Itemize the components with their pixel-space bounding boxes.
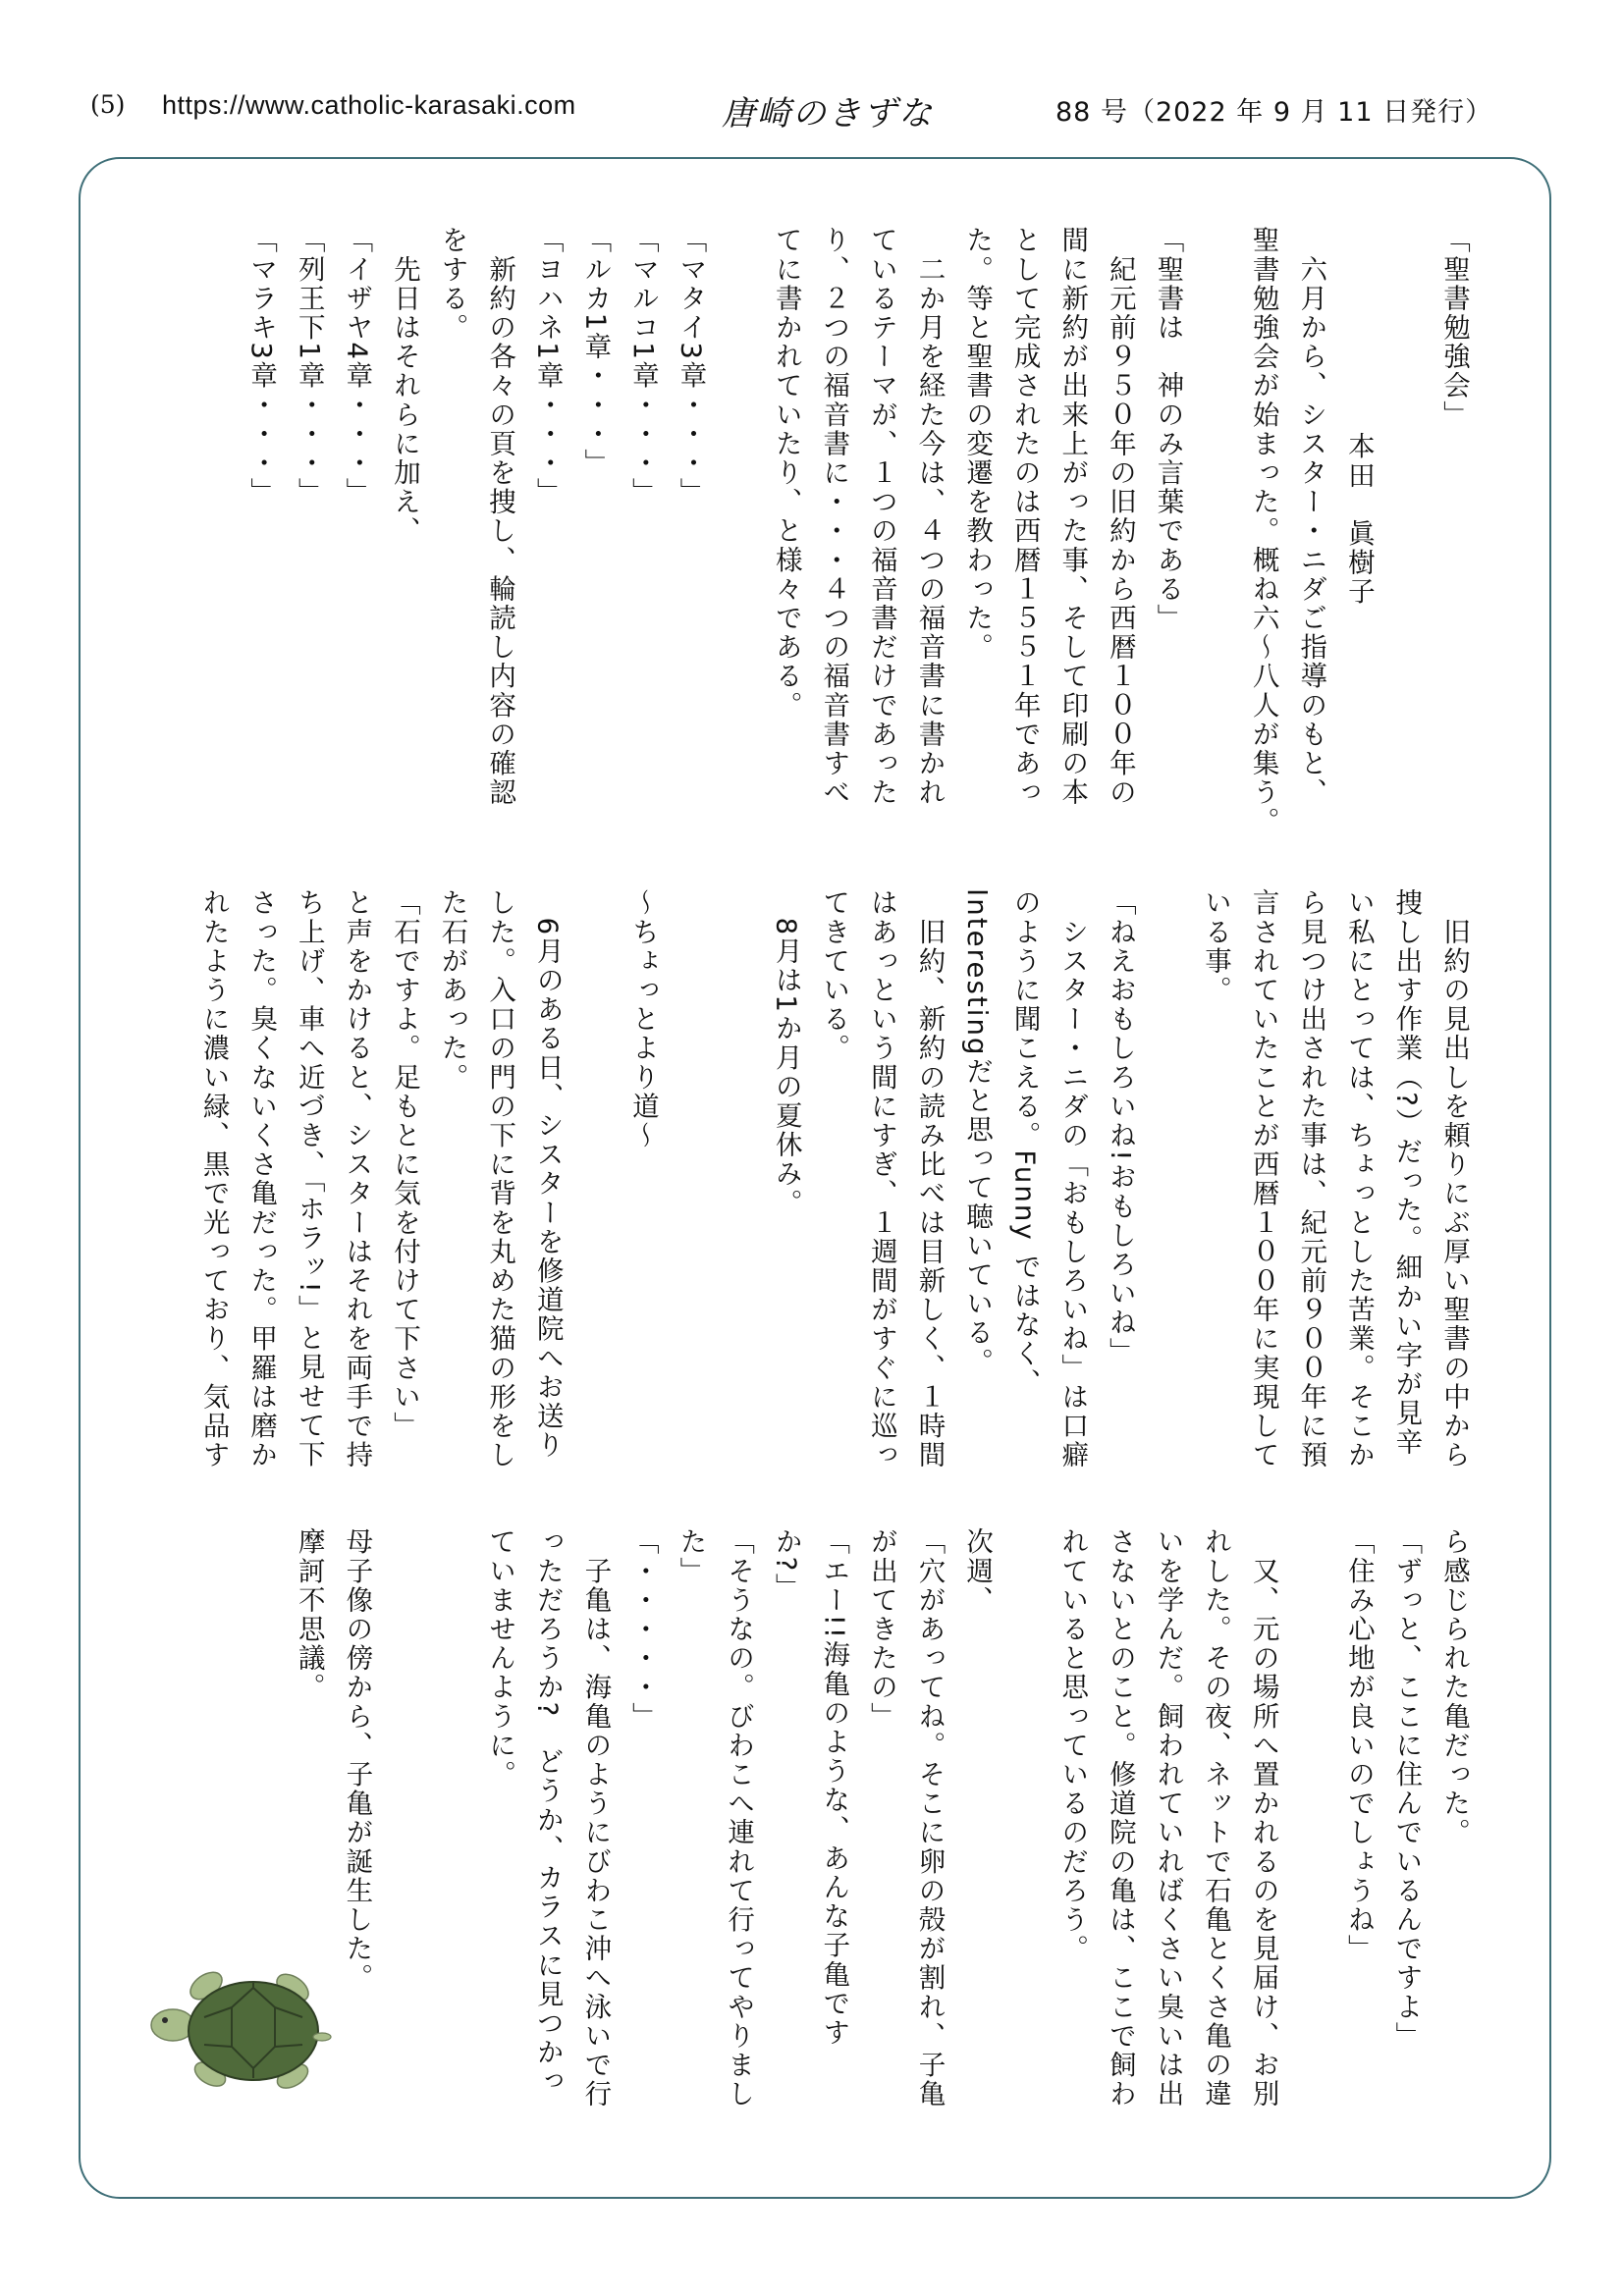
blank-line xyxy=(1287,1527,1335,2077)
article-line: 又、元の場所へ置かれるのを見届け、お別 xyxy=(1247,1527,1279,2109)
article-line: 紀元前９５０年の旧約から西暦１００年の xyxy=(1104,226,1136,807)
article-line: 子亀は、海亀のようにびわこ沖へ泳いで行 xyxy=(579,1527,612,2109)
article-line: ているテーマが、１つの福音書だけであった xyxy=(865,226,897,807)
blank-line xyxy=(428,1527,476,2077)
article-line: ら感じられた亀だった。 xyxy=(1438,1527,1470,1847)
article-line: 「そうなの。びわこへ連れて行ってやりまし xyxy=(723,1527,755,2109)
article-line: のように聞こえる。Funny ではなく、 xyxy=(1008,888,1041,1398)
article-line: 摩訶不思議。 xyxy=(293,1527,325,1702)
article-line: 「聖書は 神のみ言葉である」 xyxy=(1152,226,1184,633)
article-line: さった。臭くないくさ亀だった。甲羅は磨か xyxy=(245,888,278,1469)
article-line: てに書かれていたり、と様々である。 xyxy=(770,226,802,721)
article-line: 「住み心地が良いのでしょうね」 xyxy=(1342,1527,1375,1963)
article-line: した。入口の門の下に背を丸めた猫の形をし xyxy=(484,888,516,1469)
article-line: 「・・・・・」 xyxy=(626,1527,659,1732)
article-band-lower xyxy=(285,1527,1478,2109)
article-line: 聖書勉強会が始まった。概ね六～八人が集う。 xyxy=(1247,226,1279,836)
article-line: 旧約、新約の読み比べは目新しく、１時間 xyxy=(913,888,946,1469)
article-line: 6月のある日、シスターを修道院へお送り xyxy=(531,888,564,1460)
blank-line xyxy=(1191,226,1239,913)
author-name: 本田 眞樹子 xyxy=(1342,432,1375,607)
article-line: ら見つけ出された事は、紀元前９００年に預 xyxy=(1295,888,1327,1469)
blank-line xyxy=(1144,888,1192,1575)
turtle-eye xyxy=(162,2017,168,2023)
blank-line xyxy=(715,226,763,913)
article-line: ていませんように。 xyxy=(484,1527,516,1789)
article-line: っただろうか? どうか、カラスに見つかっ xyxy=(531,1527,564,2097)
blank-line xyxy=(1001,1527,1049,2077)
article-line: をする。 xyxy=(436,226,468,343)
blank-line xyxy=(715,888,763,1575)
article-line: Interestingだと思って聴いている。 xyxy=(961,888,994,1377)
article-line: 六月から、シスター・ニダご指導のもと、 xyxy=(1295,226,1327,807)
article-line: 旧約の見出しを頼りにぶ厚い聖書の中から xyxy=(1438,888,1470,1469)
website-url[interactable]: https://www.catholic-karasaki.com xyxy=(162,90,576,120)
article-line: さないとのこと。修道院の亀は、ここで飼わ xyxy=(1104,1527,1136,2109)
article-line: い私にとっては、ちょっとした苦業。そこか xyxy=(1342,888,1375,1469)
article-line: 間に新約が出来上がった事、そして印刷の本 xyxy=(1056,226,1089,807)
article-line: てきている。 xyxy=(818,888,850,1063)
article-line: 「マタイ3章・・・」 xyxy=(675,226,707,507)
article-line: が出てきたの」 xyxy=(865,1527,897,1732)
page-number: (5) xyxy=(90,90,126,119)
article-line: として完成されたのは西暦１５５１年であっ xyxy=(1008,226,1041,807)
article-line: 捜し出す作業（?）だった。細かい字が見辛 xyxy=(1390,888,1423,1458)
article-line: れたように濃い緑、黒で光っており、気品す xyxy=(197,888,230,1469)
article-line: た」 xyxy=(675,1527,707,1586)
article-line: 「ねえおもしろいね!おもしろいね」 xyxy=(1104,888,1136,1366)
blank-line xyxy=(667,888,715,1575)
article-line: れていると思っているのだろう。 xyxy=(1056,1527,1089,1963)
article-line: り、２つの福音書に・・・４つの福音書すべ xyxy=(818,226,850,807)
article-line: た。等と聖書の変遷を教わった。 xyxy=(961,226,994,662)
article-line: 「マラキ3章・・・」 xyxy=(245,226,278,507)
turtle-icon xyxy=(145,1949,352,2115)
article-line: た石があった。 xyxy=(436,888,468,1093)
article-line: 先日はそれらに加え、 xyxy=(388,226,420,546)
article-line: はあっという間にすぎ、１週間がすぐに巡っ xyxy=(865,888,897,1469)
article-line: いを学んだ。飼われていればくさい臭いは出 xyxy=(1152,1527,1184,2109)
article-line: 次週、 xyxy=(961,1527,994,1615)
article-line: か?」 xyxy=(770,1527,802,1602)
article-line: ち上げ、車へ近づき、「ホラッ!」と見せて下 xyxy=(293,888,325,1469)
article-line: と声をかけると、シスターはそれを両手で持 xyxy=(341,888,373,1469)
article-line: 「マルコ1章・・・」 xyxy=(626,226,659,507)
article-line: 「エー!!海亀のような、あんな子亀です xyxy=(818,1527,850,2048)
article-line: シスター・ニダの「おもしろいね」は口癖 xyxy=(1056,888,1089,1469)
article-line: 「ルカ1章・・・」 xyxy=(579,226,612,478)
article-line: 「石ですよ。足もとに気を付けて下さい」 xyxy=(388,888,420,1441)
article-line: 新約の各々の頁を捜し、輪読し内容の確認 xyxy=(484,226,516,807)
article-band-middle xyxy=(189,888,1478,1575)
article-line: 「聖書勉強会」 xyxy=(1438,226,1470,430)
article-line: 二か月を経た今は、４つの福音書に書かれ xyxy=(913,226,946,807)
article-band-upper xyxy=(238,226,1478,913)
blank-line xyxy=(571,888,620,1575)
issue-info: 88 号（2022 年 9 月 11 日発行） xyxy=(1055,97,1493,128)
article-line: 8月は1か月の夏休み。 xyxy=(770,888,802,1218)
turtle-tail xyxy=(313,2033,331,2041)
article-line: ～ちょっとより道～ xyxy=(626,888,659,1150)
blank-line xyxy=(1382,226,1431,913)
article-line: 言されていたことが西暦１００年に実現して xyxy=(1247,888,1279,1469)
article-line: いる事。 xyxy=(1200,888,1232,1005)
article-line: 「列王下1章・・・」 xyxy=(293,226,325,507)
article-line: 母子像の傍から、子亀が誕生した。 xyxy=(341,1527,373,1993)
article-line: 「穴があってね。そこに卵の殻が割れ、子亀 xyxy=(913,1527,946,2109)
page-header xyxy=(0,90,1623,133)
newsletter-title: 唐崎のきずな xyxy=(722,94,934,133)
turtle-shell xyxy=(189,1982,318,2080)
article-line: 「ずっと、ここに住んでいるんですよ」 xyxy=(1390,1527,1423,2051)
blank-line xyxy=(380,1527,428,2077)
article-line: れした。その夜、ネットで石亀とくさ亀の違 xyxy=(1200,1527,1232,2109)
article-line: 「イザヤ4章・・・」 xyxy=(341,226,373,507)
article-line: 「ヨハネ1章・・・」 xyxy=(531,226,564,507)
